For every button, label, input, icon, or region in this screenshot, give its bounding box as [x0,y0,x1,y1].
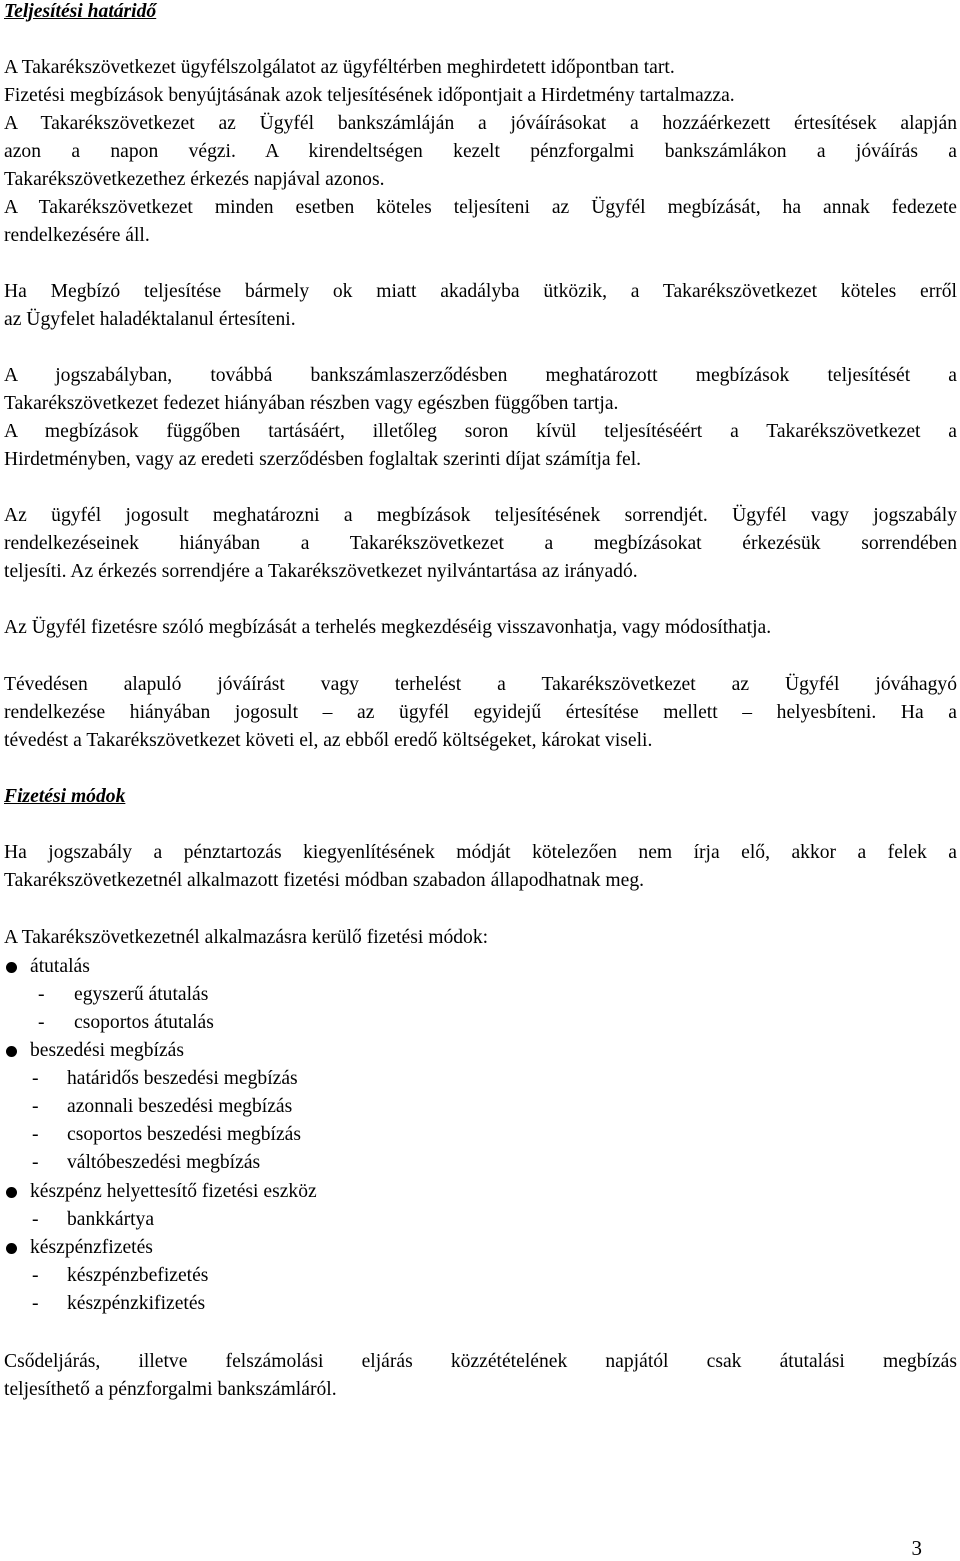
bullet-icon [6,962,17,973]
paragraph-line: Csődeljárás, illetve felszámolási eljárás közzétételének napjától csak átutalási megbízás [4,1351,957,1372]
section-heading: Fizetési módok [4,786,126,807]
list-subitem: készpénzbefizetés [67,1265,209,1286]
list-item: átutalás [30,956,90,977]
list-intro: A Takarékszövetkezetnél alkalmazásra kerülő fizetési módok: [4,927,489,948]
paragraph-line: rendelkezésére áll. [4,225,150,246]
list-subitem: határidős beszedési megbízás [67,1068,298,1089]
page-number: 3 [911,1536,922,1560]
paragraph-line: rendelkezéseinek hiányában a Takarékszövetkezet a megbízásokat érkezésük sorrendében [4,533,957,554]
list-subitem: bankkártya [67,1209,155,1230]
paragraph-line: A megbízások függőben tartásáért, illetőleg soron kívül teljesítéséért a Takarékszövetkezet a [4,421,957,442]
list-dash: - [38,984,45,1005]
bullet-icon [6,1187,17,1198]
paragraph-line: Hirdetményben, vagy az eredeti szerződésben foglaltak szerinti díjat számítja fel. [4,449,642,470]
paragraph-line: teljesíti. Az érkezés sorrendjére a Takarékszövetkezet nyilvántartása az irányadó. [4,561,638,582]
paragraph-line: Ha Megbízó teljesítése bármely ok miatt akadályba ütközik, a Takarékszövetkezet köteles erről [4,281,957,302]
paragraph-line: rendelkezése hiányában jogosult – az ügyfél egyidejű értesítése mellett – helyesbíteni. Ha a [4,702,957,723]
list-dash: - [38,1012,45,1033]
paragraph-line: az Ügyfelet haladéktalanul értesíteni. [4,309,296,330]
paragraph-line: Az ügyfél jogosult meghatározni a megbízások teljesítésének sorrendjét. Ügyfél vagy jogszabály [4,505,957,526]
paragraph-line: A Takarékszövetkezet minden esetben köteles teljesíteni az Ügyfél megbízását, ha annak fedezete [4,197,957,218]
paragraph-line: A Takarékszövetkezet az Ügyfél bankszámláján a jóváírásokat a hozzáérkezett értesítések alapján [4,113,957,134]
paragraph-line: Ha jogszabály a pénztartozás kiegyenlítésének módját kötelezően nem írja elő, akkor a felek a [4,842,957,863]
section-heading: Teljesítési határidő [4,1,157,22]
list-subitem: egyszerű átutalás [74,984,209,1005]
list-dash: - [32,1293,39,1314]
paragraph-line: azon a napon végzi. A kirendeltségen kezelt pénzforgalmi bankszámlákon a jóváírás a [4,141,957,162]
paragraph-line: Fizetési megbízások benyújtásának azok teljesítésének időpontjait a Hirdetmény tartalmazza. [4,85,735,106]
list-subitem: azonnali beszedési megbízás [67,1096,293,1117]
list-dash: - [32,1152,39,1173]
paragraph-line: A Takarékszövetkezet ügyfélszolgálatot az ügyféltérben meghirdetett időpontban tart. [4,57,675,78]
bullet-icon [6,1243,17,1254]
list-subitem: csoportos beszedési megbízás [67,1124,301,1145]
paragraph-line: Az Ügyfél fizetésre szóló megbízását a terhelés megkezdéséig visszavonhatja, vagy módosíthatja. [4,617,772,638]
paragraph-line: tévedést a Takarékszövetkezet követi el, az ebből eredő költségeket, károkat viseli. [4,730,653,751]
list-subitem: váltóbeszedési megbízás [67,1152,261,1173]
paragraph-line: Takarékszövetkezet fedezet hiányában részben vagy egészben függőben tartja. [4,393,619,414]
list-dash: - [32,1265,39,1286]
paragraph-line: Takarékszövetkezethez érkezés napjával azonos. [4,169,385,190]
list-item: készpénz helyettesítő fizetési eszköz [30,1181,317,1202]
list-dash: - [32,1096,39,1117]
paragraph-line: teljesíthető a pénzforgalmi bankszámláról. [4,1379,337,1400]
list-item: beszedési megbízás [30,1040,184,1061]
paragraph-line: Takarékszövetkezetnél alkalmazott fizetési módban szabadon állapodhatnak meg. [4,870,645,891]
list-dash: - [32,1068,39,1089]
list-dash: - [32,1209,39,1230]
list-subitem: készpénzkifizetés [67,1293,206,1314]
paragraph-line: Tévedésen alapuló jóváírást vagy terhelést a Takarékszövetkezet az Ügyfél jóváhagyó [4,674,957,695]
list-dash: - [32,1124,39,1145]
list-item: készpénzfizetés [30,1237,153,1258]
bullet-icon [6,1046,17,1057]
list-subitem: csoportos átutalás [74,1012,214,1033]
paragraph-line: A jogszabályban, továbbá bankszámlaszerződésben meghatározott megbízások teljesítését a [4,365,957,386]
